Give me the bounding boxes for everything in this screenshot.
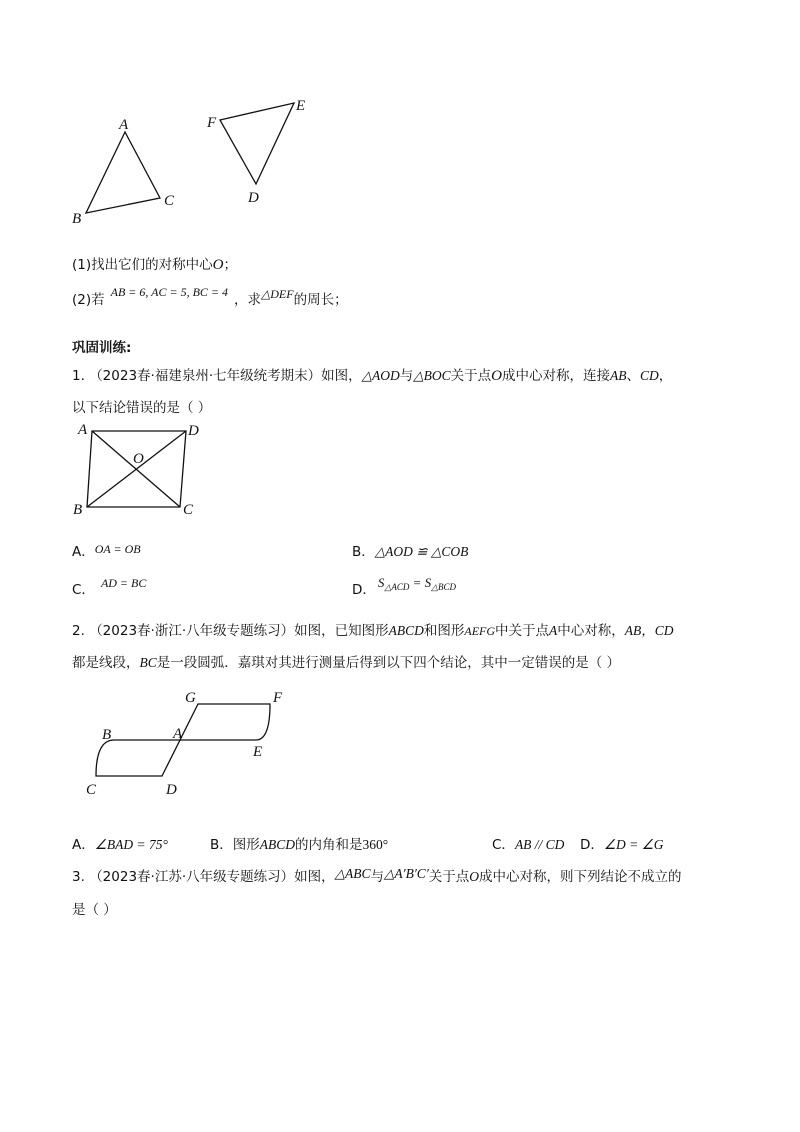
q1-label-O: O	[133, 451, 144, 467]
q2-label-F: F	[273, 690, 283, 706]
q1-opt-b-math: △AOD ≌ △COB	[374, 544, 469, 559]
figure-q2-shapes	[80, 686, 300, 801]
q2-opt-b-tail: 的内角和是	[295, 837, 363, 853]
triangle-def	[220, 103, 294, 184]
q1-t8: 、	[626, 368, 641, 384]
q3-t3: △A′B′C′	[384, 866, 429, 881]
q2-opt-c-math: AB // CD	[514, 837, 565, 852]
figure-q1-quadrilateral	[70, 418, 210, 523]
q1-num: 1.	[72, 368, 85, 384]
q1-option-b	[352, 540, 468, 560]
q1-opt-c-math: AD = BC	[100, 576, 147, 590]
label-B: B	[72, 211, 82, 227]
q1-opt-d-label: D．	[352, 582, 376, 598]
q2-option-b	[210, 833, 388, 853]
q2-t4: 中关于点	[495, 623, 550, 639]
q2-t2: 和图形	[423, 623, 465, 639]
q1-t6: 成中心对称，连接	[502, 368, 611, 384]
q1-t4: 关于点	[450, 368, 492, 384]
q1-t5: O	[491, 368, 503, 384]
q2-option-c	[492, 833, 564, 853]
q1-source: （2023春·福建泉州·七年级统考期末）如图，	[89, 368, 362, 384]
q2-option-d	[580, 833, 663, 853]
q3-source: （2023春·江苏·八年级专题练习）如图，	[89, 869, 335, 885]
q2-opt-d-label: D．	[580, 837, 604, 853]
part-1	[72, 253, 237, 274]
q2-label-C: C	[86, 782, 97, 798]
part-2-mid: ，求	[234, 292, 262, 308]
part-2-math: AB = 6, AC = 5, BC = 4	[110, 285, 229, 299]
q1-opt-d-eq: = S	[409, 575, 432, 590]
q3-t4: 关于点	[428, 869, 470, 885]
label-C: C	[164, 193, 175, 209]
q2-opt-a-label: A．	[72, 837, 95, 853]
q1-t9: CD	[640, 368, 659, 383]
part-1-text: (1)找出它们的对称中心	[72, 257, 213, 273]
part-1-math: O	[212, 257, 224, 273]
q2-t1: ABCD	[388, 623, 424, 638]
q2-label-B: B	[102, 727, 112, 743]
triangle-abc	[86, 132, 160, 213]
q2-options	[72, 833, 168, 853]
q2-label-A: A	[173, 726, 183, 742]
q2-t3: AEFG	[464, 624, 496, 638]
q1-t10: ，	[658, 368, 673, 384]
q2-opt-b-val: 360°	[362, 837, 389, 852]
part-2-end: 的周长；	[293, 292, 348, 308]
q1-opt-d-sub1: △ACD	[384, 582, 410, 592]
q3-t1: △ABC	[334, 866, 371, 881]
q2-l2c: 是一段圆弧．嘉琪对其进行测量后得到以下四个结论，其中一定错误的是（ ）	[156, 655, 621, 671]
q2-t5: A	[549, 623, 558, 638]
part-2-tri: △DEF	[261, 287, 294, 301]
q1-line1	[72, 364, 672, 385]
q1-label-A: A	[78, 422, 88, 438]
q1-t3: △BOC	[413, 368, 451, 383]
section-title: 巩固训练:	[72, 340, 132, 356]
part-1-end: ；	[223, 257, 237, 273]
q3-line1	[72, 865, 682, 885]
q1-opt-d-s1: S	[377, 575, 385, 590]
q3-line2: 是（ ）	[72, 902, 117, 918]
q2-opt-a-math: ∠BAD = 75°	[94, 837, 168, 852]
q2-l2b: BC	[139, 655, 157, 670]
label-D: D	[248, 190, 259, 206]
q3-t6: 成中心对称，则下列结论不成立的	[479, 869, 682, 885]
q3-t2: 与	[370, 869, 385, 885]
label-A: A	[119, 117, 129, 133]
figure-two-triangles	[60, 90, 330, 230]
q2-num: 2.	[72, 623, 85, 639]
q2-label-E: E	[253, 744, 263, 760]
q2-line1	[72, 619, 674, 639]
diagonal-db	[87, 431, 186, 507]
q2-source: （2023春·浙江·八年级专题练习）如图，已知图形	[89, 623, 389, 639]
q1-t2: 与	[399, 368, 414, 384]
q1-label-D: D	[188, 423, 199, 439]
q1-option-c	[72, 578, 146, 598]
q2-opt-b-math: ABCD	[259, 837, 296, 852]
shape-abcd	[96, 740, 180, 776]
part-2	[72, 285, 348, 308]
q1-option-d	[352, 575, 457, 600]
q1-line2: 以下结论错误的是（ ）	[72, 400, 212, 416]
q1-opt-a-label: A．	[72, 544, 95, 560]
q2-line2	[72, 651, 620, 671]
q3-num: 3.	[72, 869, 85, 885]
q3-t5: O	[469, 869, 480, 884]
q1-opt-c-label: C．	[72, 582, 95, 598]
q1-t7: AB	[610, 368, 627, 383]
q1-opt-d-sub2: △BCD	[431, 582, 457, 592]
shape-aefg	[180, 704, 270, 740]
q2-t7: AB，CD	[624, 623, 674, 638]
q2-opt-b-label: B．图形	[210, 837, 260, 853]
q1-opt-b-label: B．	[352, 544, 375, 560]
q2-l2a: 都是线段，	[72, 655, 140, 671]
q1-label-B: B	[73, 502, 83, 518]
label-E: E	[296, 98, 306, 114]
q2-opt-d-math: ∠D = ∠G	[603, 837, 664, 852]
q1-t1: △AOD	[361, 368, 400, 383]
q2-t6: 中心对称，	[557, 623, 625, 639]
q2-label-G: G	[185, 690, 196, 706]
q1-opt-a-math: OA = OB	[94, 542, 141, 556]
part-2-prefix: (2)若	[72, 292, 105, 308]
q2-label-D: D	[166, 782, 177, 798]
q1-label-C: C	[183, 502, 194, 518]
q2-opt-c-label: C．	[492, 837, 515, 853]
label-F: F	[207, 115, 217, 131]
q1-option-a	[72, 540, 141, 560]
